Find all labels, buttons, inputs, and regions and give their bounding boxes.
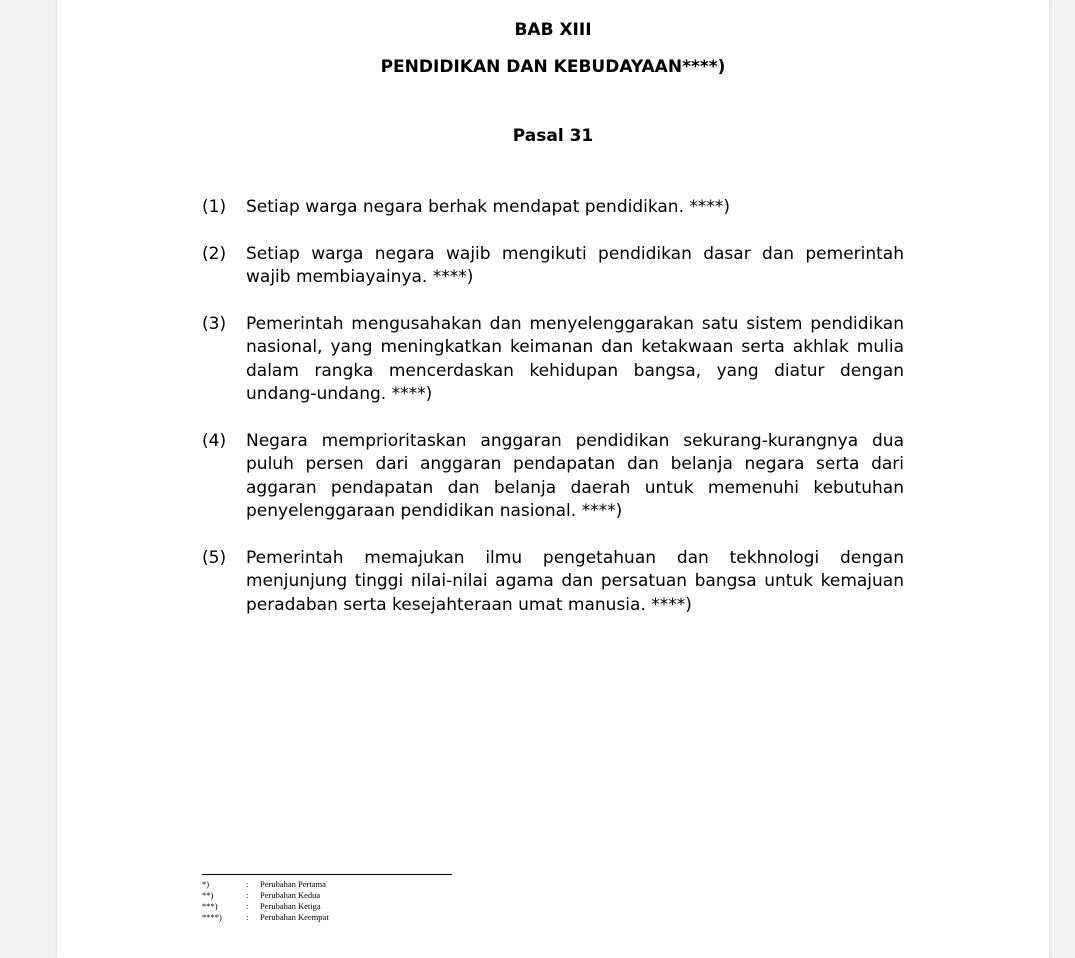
clause-2	[202, 243, 904, 290]
clause-4	[202, 430, 904, 524]
footnote-text: Perubahan Ketiga	[260, 901, 321, 911]
clause-number: (1)	[202, 197, 227, 217]
chapter-subject: PENDIDIKAN DAN KEBUDAYAAN****)	[380, 57, 726, 77]
footnote-list	[202, 879, 329, 923]
clause-number: (4)	[202, 430, 227, 451]
article-title: Pasal 31	[512, 126, 594, 146]
document-page	[57, 0, 1049, 958]
footnote-item	[202, 901, 329, 912]
clause-number: (2)	[202, 243, 227, 264]
clause-text: Setiap warga negara berhak mendapat pendidikan. ****)	[246, 197, 731, 217]
clause-text: Setiap warga negara wajib mengikuti pendidikan dasar dan pemerintah wajib membiayainya. ****)	[246, 243, 904, 287]
footnote-separator: :	[246, 879, 249, 889]
clause-number: (3)	[202, 313, 227, 334]
footnote-item	[202, 912, 329, 923]
clause-5	[202, 547, 904, 618]
clause-text: Pemerintah memajukan ilmu pengetahuan dan tekhnologi dengan menjunjung tinggi nilai-nilai agama dan persatuan bangsa untuk kemajuan peradaban serta kesejahteraan umat manusia. ****)	[246, 547, 904, 615]
footnote-text: Perubahan Kedua	[260, 890, 321, 900]
footnote-separator: :	[246, 890, 249, 900]
footnote-mark: *)	[202, 879, 210, 889]
footnote-text: Perubahan Pertama	[260, 879, 326, 889]
footnote-separator: :	[246, 912, 249, 922]
chapter-title: BAB XIII	[514, 20, 592, 40]
footnote-separator: :	[246, 901, 249, 911]
footnote-item	[202, 890, 329, 901]
footnote-text: Perubahan Keempat	[260, 912, 329, 922]
clause-3	[202, 313, 904, 407]
footnote-divider	[202, 874, 452, 875]
clause-number: (5)	[202, 547, 227, 568]
clause-text: Negara memprioritaskan anggaran pendidikan sekurang-kurangnya dua puluh persen dari anggaran pendapatan dan belanja negara serta dari aggaran pendapatan dan belanja daerah untuk memenuhi kebutuhan penyelenggaraan pendidikan nasional. ****)	[246, 430, 904, 521]
clause-text: Pemerintah mengusahakan dan menyelenggarakan satu sistem pendidikan nasional, yang meningkatkan keimanan dan ketakwaan serta akhlak mulia dalam rangka mencerdaskan kehidupan bangsa, yang diatur dengan undang-undang. ****)	[246, 313, 904, 404]
footnote-mark: ****)	[202, 912, 222, 922]
footnote-item	[202, 879, 329, 890]
footnote-mark: ***)	[202, 901, 218, 911]
clause-list	[202, 196, 904, 640]
footnote-mark: **)	[202, 890, 214, 900]
clause-1	[202, 196, 904, 220]
